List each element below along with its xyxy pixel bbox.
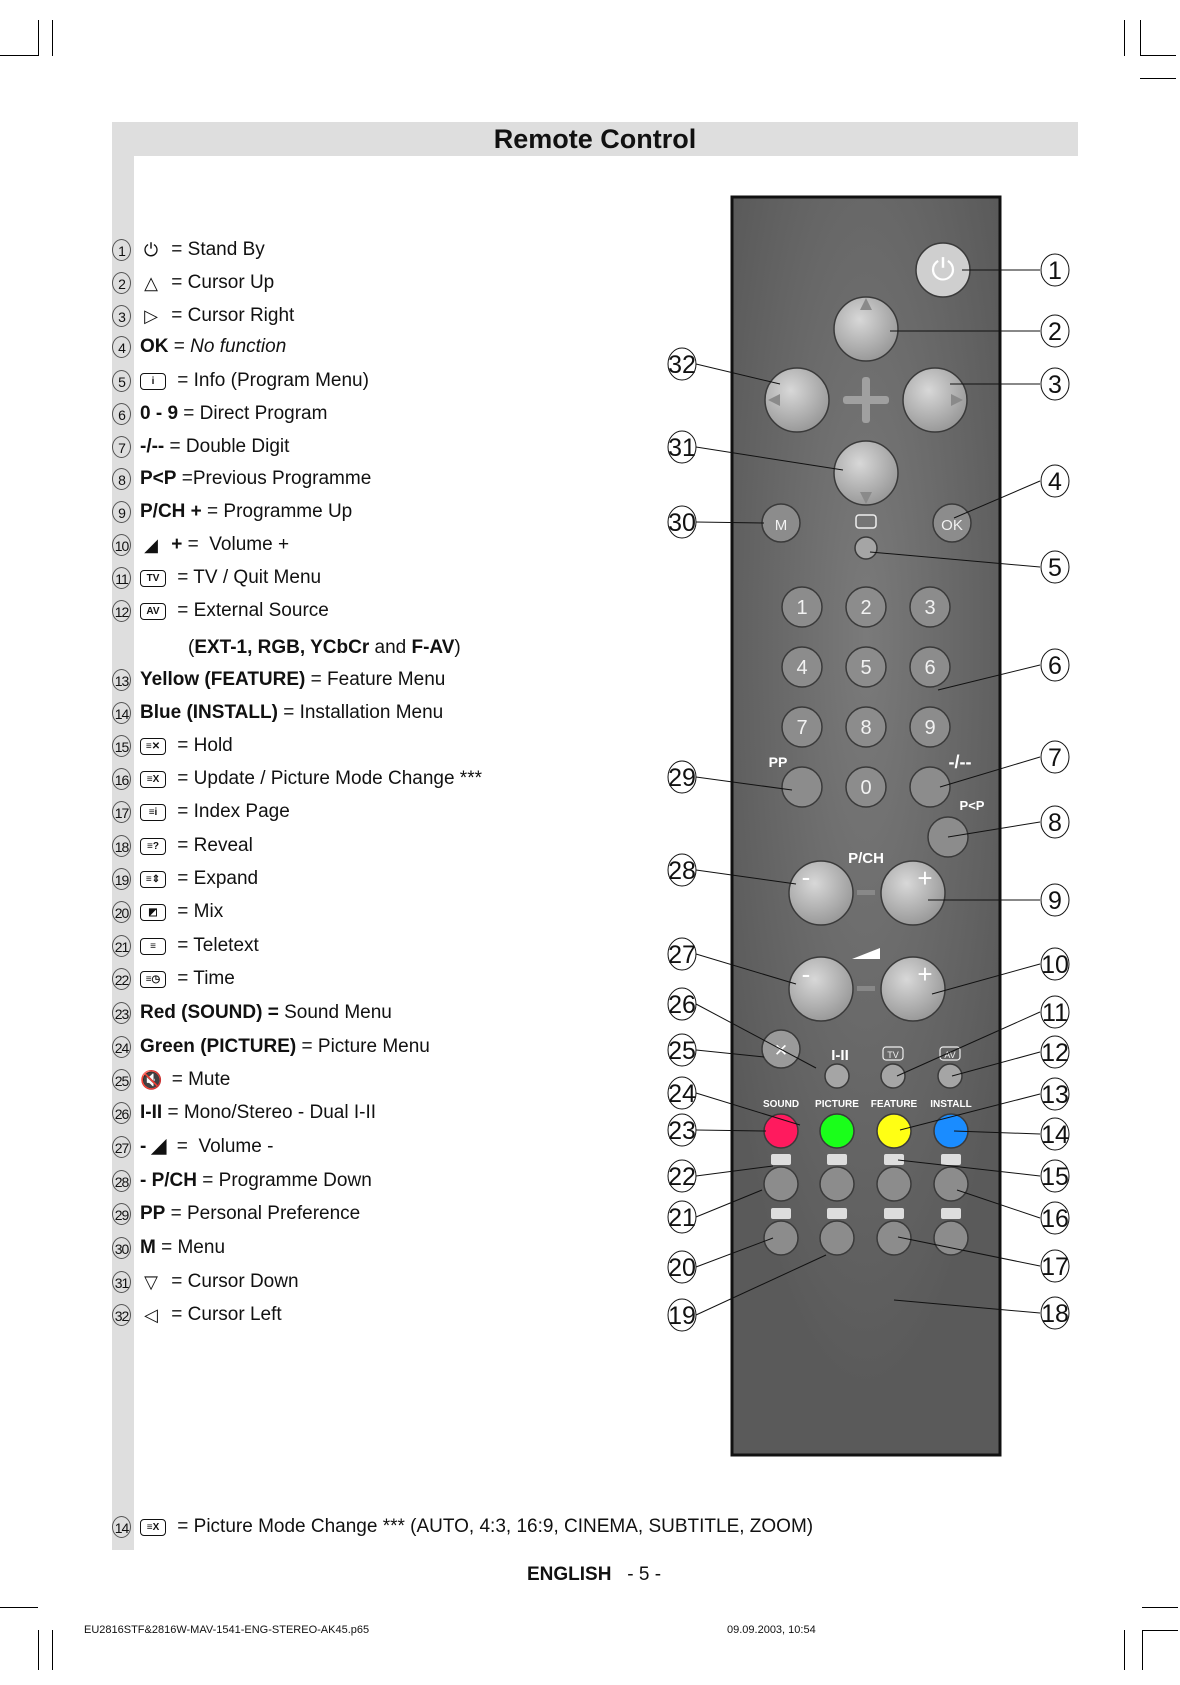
yellow-feature-button — [877, 1114, 911, 1148]
mono-stereo-button — [825, 1064, 849, 1088]
legend-number-badge: 12 — [112, 600, 131, 622]
legend-text: -/-- — [140, 436, 165, 457]
legend-text: ◢ — [151, 1136, 167, 1157]
legend-text: = Double Digit — [164, 436, 290, 457]
mute-icon: ✕ — [773, 1041, 789, 1061]
legend-text: No function — [190, 336, 287, 357]
legend-text: = Volume + — [187, 534, 290, 555]
legend-number-badge: 22 — [112, 968, 131, 990]
digit-label: 2 — [860, 597, 872, 619]
callout-number: 32 — [668, 351, 696, 379]
previous-programme-label: P<P — [959, 798, 985, 813]
callout-number: 14 — [1041, 1121, 1069, 1149]
sound-label: SOUND — [762, 1099, 800, 1110]
legend-number-badge: 20 — [112, 901, 131, 923]
mono-stereo-label: I-II — [831, 1047, 849, 1064]
legend-text: = — [168, 336, 191, 357]
legend-number-badge: 10 — [112, 534, 131, 556]
callout-number: 28 — [668, 857, 696, 885]
legend-number-badge: 5 — [112, 370, 131, 392]
legend-text: = Menu — [155, 1237, 226, 1258]
legend-number-badge: 18 — [112, 835, 131, 857]
legend-number-badge: 25 — [112, 1069, 131, 1091]
legend-text: P/CH + — [140, 501, 202, 522]
legend-text: = Info (Program Menu) — [172, 370, 369, 391]
callout-number: 23 — [668, 1117, 696, 1145]
legend-number-badge: 14 — [112, 1516, 131, 1538]
legend-text: = Cursor Left — [166, 1304, 282, 1325]
digit-label: 9 — [924, 717, 936, 739]
callout-number: 3 — [1048, 371, 1062, 399]
digit-label: 1 — [796, 597, 808, 619]
callout-number: 13 — [1041, 1081, 1069, 1109]
callout-number: 2 — [1048, 318, 1062, 346]
symbol-icon: ▷ — [144, 306, 158, 326]
legend-text: Sound Menu — [278, 1002, 392, 1023]
legend-number-badge: 2 — [112, 272, 131, 294]
legend-number-badge: 4 — [112, 336, 131, 358]
teletext-key-icon — [771, 1208, 791, 1219]
legend-text: PP — [140, 1203, 166, 1224]
callout-number: 5 — [1048, 554, 1062, 582]
callout-number: 21 — [668, 1204, 696, 1232]
cross-icon — [862, 377, 870, 423]
callout-number: 17 — [1041, 1253, 1069, 1281]
callout-number: 26 — [668, 991, 696, 1019]
callout-number: 22 — [668, 1163, 696, 1191]
teletext-key-icon — [941, 1208, 961, 1219]
plus-label: + — [917, 959, 933, 989]
programme-up-button — [881, 861, 945, 925]
install-label: INSTALL — [930, 1099, 972, 1110]
picture-label: PICTURE — [815, 1099, 859, 1110]
digit-label: 4 — [796, 657, 808, 679]
legend-text: = Feature Menu — [305, 669, 446, 690]
teletext-button — [877, 1221, 911, 1255]
footer-timestamp: 09.09.2003, 10:54 — [727, 1624, 816, 1636]
teletext-key-icon — [884, 1154, 904, 1165]
callout-number: 6 — [1048, 652, 1062, 680]
teletext-key-icon — [771, 1154, 791, 1165]
legend-text: P<P — [140, 468, 177, 489]
callout-number: 12 — [1041, 1039, 1069, 1067]
legend-text: EXT-1, RGB, YCbCr — [194, 637, 370, 658]
legend-number-badge: 13 — [112, 669, 131, 691]
callout-number: 24 — [668, 1080, 696, 1108]
digit-label: 7 — [796, 717, 808, 739]
legend-text: = Picture Mode Change *** (AUTO, 4:3, 16:9, CINEMA, SUBTITLE, ZOOM) — [172, 1516, 814, 1537]
key-icon: ≡ — [140, 938, 166, 955]
digit-label: 0 — [860, 777, 872, 799]
callout-number: 15 — [1041, 1163, 1069, 1191]
legend-text: = Hold — [172, 735, 233, 756]
teletext-key-icon — [827, 1208, 847, 1219]
divider-icon — [857, 986, 875, 991]
key-icon: ◩ — [140, 904, 166, 921]
footer-filename: EU2816STF&2816W-MAV-1541-ENG-STEREO-AK45.p65 — [84, 1624, 370, 1636]
pp-label: PP — [768, 754, 788, 770]
teletext-button — [764, 1167, 798, 1201]
digit-label: 5 — [860, 657, 872, 679]
callout-number: 31 — [668, 434, 696, 462]
legend-number-badge: 3 — [112, 305, 131, 327]
callout-number: 7 — [1048, 744, 1062, 772]
legend-number-badge: 26 — [112, 1102, 131, 1124]
legend-text: M — [140, 1237, 156, 1258]
legend-text: Green (PICTURE) — [140, 1036, 297, 1057]
teletext-button — [934, 1167, 968, 1201]
legend-text: - — [140, 1136, 152, 1157]
legend-text: ) — [454, 637, 461, 658]
volume-down-button — [789, 957, 853, 1021]
double-digit-button — [910, 767, 950, 807]
legend-text: = Index Page — [172, 801, 290, 822]
programme-down-button — [789, 861, 853, 925]
pp-button — [782, 767, 822, 807]
key-icon: i — [140, 373, 166, 390]
symbol-icon: ◁ — [144, 1305, 158, 1325]
legend-number-badge: 15 — [112, 735, 131, 757]
minus-label: - — [801, 862, 811, 892]
key-icon: ≡⇕ — [140, 871, 166, 888]
callout-number: 30 — [668, 509, 696, 537]
legend-number-badge: 7 — [112, 436, 131, 458]
footer-page-number: - 5 - — [627, 1564, 662, 1585]
legend-text: + — [166, 534, 188, 555]
tv-label: TV — [887, 1050, 899, 1060]
key-icon: ≡i — [140, 804, 166, 821]
divider-icon — [857, 890, 875, 895]
legend-text: = Reveal — [172, 835, 253, 856]
legend-text: = Programme Down — [197, 1170, 372, 1191]
teletext-button — [764, 1221, 798, 1255]
legend-number-badge: 27 — [112, 1136, 131, 1158]
legend-text: = Update / Picture Mode Change *** — [172, 768, 482, 789]
legend-number-badge: 23 — [112, 1002, 131, 1024]
legend-number-badge: 16 — [112, 768, 131, 790]
legend-text: Yellow (FEATURE) — [140, 669, 306, 690]
callout-number: 1 — [1048, 257, 1062, 285]
tv-button — [881, 1064, 905, 1088]
symbol-icon: ◢ — [144, 535, 158, 555]
legend-text: Red (SOUND) = — [140, 1002, 279, 1023]
symbol-icon: 🔇 — [140, 1070, 163, 1090]
teletext-key-icon — [941, 1154, 961, 1165]
legend-number-badge: 14 — [112, 702, 131, 724]
digit-label: 3 — [924, 597, 936, 619]
callout-number: 19 — [668, 1302, 696, 1330]
symbol-icon: ⏻ — [143, 240, 159, 260]
legend-text: = Picture Menu — [296, 1036, 430, 1057]
legend-text: = Mono/Stereo - Dual I-II — [162, 1102, 377, 1123]
bottom-note — [112, 1516, 813, 1538]
legend-text: = Stand By — [166, 239, 265, 260]
legend-text: = Installation Menu — [277, 702, 444, 723]
plus-label: + — [917, 863, 933, 893]
symbol-icon: ▽ — [144, 1272, 158, 1292]
green-picture-button — [820, 1114, 854, 1148]
legend-number-badge: 19 — [112, 868, 131, 890]
legend-text: = Teletext — [172, 935, 259, 956]
callout-number: 4 — [1048, 468, 1062, 496]
legend-text: = Expand — [172, 868, 259, 889]
double-digit-label: -/-- — [948, 752, 972, 772]
legend-text: OK — [140, 336, 169, 357]
key-icon: ≡◷ — [140, 971, 166, 988]
pch-label: P/CH — [848, 850, 884, 867]
legend-text: F-AV — [411, 637, 455, 658]
key-icon: ≡✕ — [140, 738, 166, 755]
legend-number-badge: 11 — [112, 567, 131, 589]
key-icon: ≡? — [140, 838, 166, 855]
teletext-key-icon — [827, 1154, 847, 1165]
callout-number: 16 — [1041, 1205, 1069, 1233]
legend-text: = Mute — [166, 1069, 231, 1090]
av-label: AV — [944, 1050, 956, 1060]
info-button — [855, 537, 877, 559]
legend-number-badge: 8 — [112, 468, 131, 490]
callout-number: 18 — [1041, 1300, 1069, 1328]
legend-text: 0 - 9 — [140, 403, 179, 424]
key-icon: ≡X — [140, 1519, 166, 1536]
symbol-icon: △ — [144, 273, 158, 293]
digit-label: 8 — [860, 717, 872, 739]
legend-text: = Mix — [172, 901, 224, 922]
legend-text: = Programme Up — [201, 501, 353, 522]
callout-number: 20 — [668, 1254, 696, 1282]
callout-number: 11 — [1042, 999, 1068, 1027]
key-icon: ≡X — [140, 771, 166, 788]
legend-text: Blue (INSTALL) — [140, 702, 278, 723]
legend-number-badge: 21 — [112, 935, 131, 957]
legend-text: = Direct Program — [178, 403, 328, 424]
menu-label: M — [774, 517, 788, 534]
teletext-button — [820, 1167, 854, 1201]
legend-text: =Previous Programme — [176, 468, 372, 489]
teletext-button — [820, 1221, 854, 1255]
footer-language: ENGLISH — [527, 1564, 612, 1585]
callout-number: 8 — [1048, 809, 1062, 837]
callout-number: 29 — [668, 764, 696, 792]
callout-number: 10 — [1041, 951, 1069, 979]
legend-number-badge: 31 — [112, 1271, 131, 1293]
legend-number-badge: 24 — [112, 1036, 131, 1058]
legend-text: ( — [188, 637, 195, 658]
legend-text: = External Source — [172, 600, 329, 621]
legend-number-badge: 30 — [112, 1237, 131, 1259]
legend-text: and — [369, 637, 412, 658]
av-button — [938, 1064, 962, 1088]
legend-text: = Cursor Up — [166, 272, 275, 293]
page-title: Remote Control — [493, 124, 697, 154]
ok-label: OK — [941, 517, 963, 534]
minus-label: - — [801, 959, 811, 989]
callout-number: 9 — [1048, 887, 1062, 915]
legend-number-badge: 6 — [112, 403, 131, 425]
digit-label: 6 — [924, 657, 936, 679]
legend-text: - P/CH — [140, 1170, 197, 1191]
callout-number: 25 — [668, 1037, 696, 1065]
legend-text: = Cursor Down — [166, 1271, 299, 1292]
legend-text: = Time — [172, 968, 235, 989]
legend-number-badge: 28 — [112, 1170, 131, 1192]
teletext-key-icon — [884, 1208, 904, 1219]
power-icon: ⏻ — [931, 253, 955, 288]
teletext-button — [877, 1167, 911, 1201]
legend-number-badge: 17 — [112, 801, 131, 823]
legend-text: = Cursor Right — [166, 305, 295, 326]
legend-number-badge: 1 — [112, 239, 131, 261]
footer-page — [527, 1564, 661, 1586]
callout-number: 27 — [668, 941, 696, 969]
key-icon: TV — [140, 570, 166, 587]
volume-up-button — [881, 957, 945, 1021]
legend-text: I-II — [140, 1102, 163, 1123]
legend-text: = TV / Quit Menu — [172, 567, 322, 588]
legend-number-badge: 29 — [112, 1203, 131, 1225]
legend-number-badge: 32 — [112, 1304, 131, 1326]
legend-text: = Personal Preference — [165, 1203, 361, 1224]
feature-label: FEATURE — [870, 1099, 918, 1110]
key-icon: AV — [140, 603, 166, 620]
legend-text: = Volume - — [166, 1136, 274, 1157]
legend-number-badge: 9 — [112, 501, 131, 523]
